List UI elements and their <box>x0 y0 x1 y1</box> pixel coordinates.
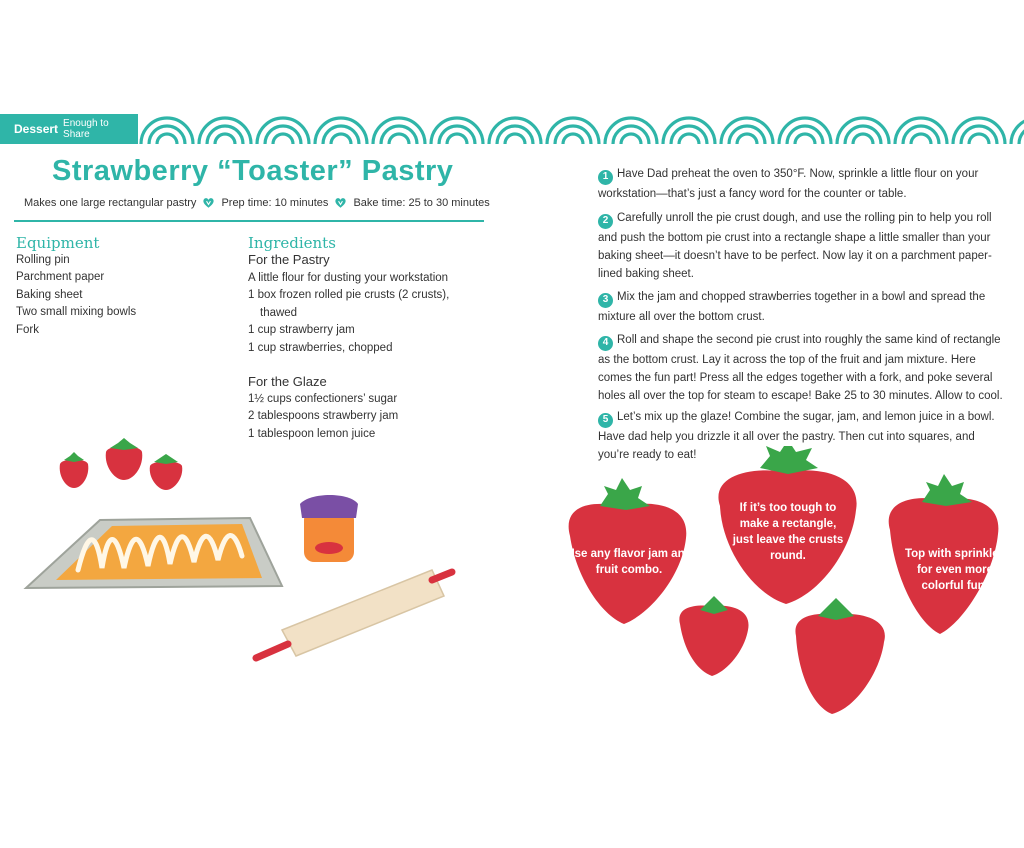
list-item: Baking sheet <box>16 288 83 301</box>
recipe-meta <box>24 196 490 209</box>
tip-left: Use any flavor jam and fruit combo. <box>566 548 692 576</box>
step-number: 2 <box>598 214 613 229</box>
wave-arc <box>447 134 467 144</box>
step-3 <box>598 288 1006 326</box>
step-text: Have Dad preheat the oven to 350°F. Now, sprinkle a little flour on your workstation—that’s just a fancy word for the counter or table. <box>598 168 979 200</box>
wave-arc <box>215 134 235 144</box>
strawberry-icon <box>679 596 748 676</box>
step-1 <box>598 165 1006 203</box>
pastry-heading: For the Pastry <box>248 252 330 267</box>
list-item: thawed <box>260 306 298 319</box>
list-item: 1 cup strawberries, chopped <box>248 341 393 354</box>
step-number: 5 <box>598 413 613 428</box>
wave-arc <box>1011 118 1024 144</box>
strawberry-icon <box>795 598 884 714</box>
wave-arc <box>331 134 351 144</box>
list-item: 1 cup strawberry jam <box>248 324 355 337</box>
list-item: 1½ cups confectioners’ sugar <box>248 393 398 405</box>
step-number: 1 <box>598 170 613 185</box>
step-2 <box>598 209 1006 283</box>
prep-time: Prep time: 10 minutes <box>221 196 329 209</box>
bake-time: Bake time: 25 to 30 minutes <box>353 196 490 209</box>
heart-icon <box>202 196 215 209</box>
list-item: 1 tablespoon lemon juice <box>248 427 376 440</box>
recipe-title: Strawberry “Toaster” Pastry <box>52 155 454 187</box>
step-text: Carefully unroll the pie crust dough, and use the rolling pin to help you roll and push the bottom pie crust into a rectangle shape a little smaller than your baking sheet—it doesn’t have to be perfect. Now lay it on a parchment paper-lined baking sheet. <box>598 212 992 280</box>
wave-arc <box>389 134 409 144</box>
list-item: Fork <box>16 323 39 336</box>
step-number: 4 <box>598 336 613 351</box>
step-4 <box>598 331 1006 405</box>
section-tag <box>0 114 138 144</box>
step-text: Mix the jam and chopped strawberries together in a bowl and spread the mixture all over the bottom crust. <box>598 291 986 323</box>
wave-border <box>138 110 1024 144</box>
pastry-list <box>248 270 449 357</box>
pastry-illustration <box>20 430 480 680</box>
section-tag-sub: Enough to Share <box>63 118 109 140</box>
equipment-heading: Equipment <box>16 234 100 252</box>
wave-arc <box>679 134 699 144</box>
tip-center: If it’s too tough to make a rectangle, just leave the crusts round. <box>732 502 844 562</box>
equipment-list <box>16 252 136 339</box>
step-number: 3 <box>598 293 613 308</box>
title-divider <box>14 220 484 222</box>
list-item: 2 tablespoons strawberry jam <box>248 410 399 423</box>
step-text: Let’s mix up the glaze! Combine the sugar, jam, and lemon juice in a bowl. Have dad help you drizzle it all over the pastry. Then cut into squares, and you’re ready to eat! <box>598 411 995 461</box>
list-item: A little flour for dusting your workstation <box>248 272 449 284</box>
heart-icon <box>334 196 347 209</box>
wave-arc <box>621 134 641 144</box>
wave-arc <box>1019 126 1024 144</box>
list-item: Parchment paper <box>16 271 105 284</box>
glaze-heading: For the Glaze <box>248 374 327 389</box>
makes-text: Makes one large rectangular pastry <box>24 196 197 209</box>
strawberry-icon <box>106 438 143 480</box>
strawberry-icon <box>60 452 89 488</box>
ingredients-heading: Ingredients <box>248 234 336 252</box>
wave-arc <box>563 134 583 144</box>
wave-arc <box>273 134 293 144</box>
strawberry-icon <box>150 454 183 490</box>
list-item: 1 box frozen rolled pie crusts (2 crusts), <box>248 289 450 302</box>
wave-arc <box>157 134 177 144</box>
wave-arc <box>795 134 815 144</box>
wave-arc <box>911 134 931 144</box>
wave-arc <box>505 134 525 144</box>
wave-arc <box>737 134 757 144</box>
tip-right: Top with sprinkles for even more colorful fun! <box>904 548 1006 592</box>
list-item: Two small mixing bowls <box>16 306 137 319</box>
wave-arc <box>969 134 989 144</box>
section-tag-label: Dessert <box>14 122 59 136</box>
step-text: Roll and shape the second pie crust into roughly the same kind of rectangle as the bottom crust. Lay it across the top of the fruit and jam mixture. Here comes the fun part! Press all the edges together with a fork, and poke several holes all over the top for steam to escape! Bake 25 to 30 minutes. Allow to cool. <box>598 334 1003 402</box>
wave-arc <box>853 134 873 144</box>
list-item: Rolling pin <box>16 254 70 266</box>
